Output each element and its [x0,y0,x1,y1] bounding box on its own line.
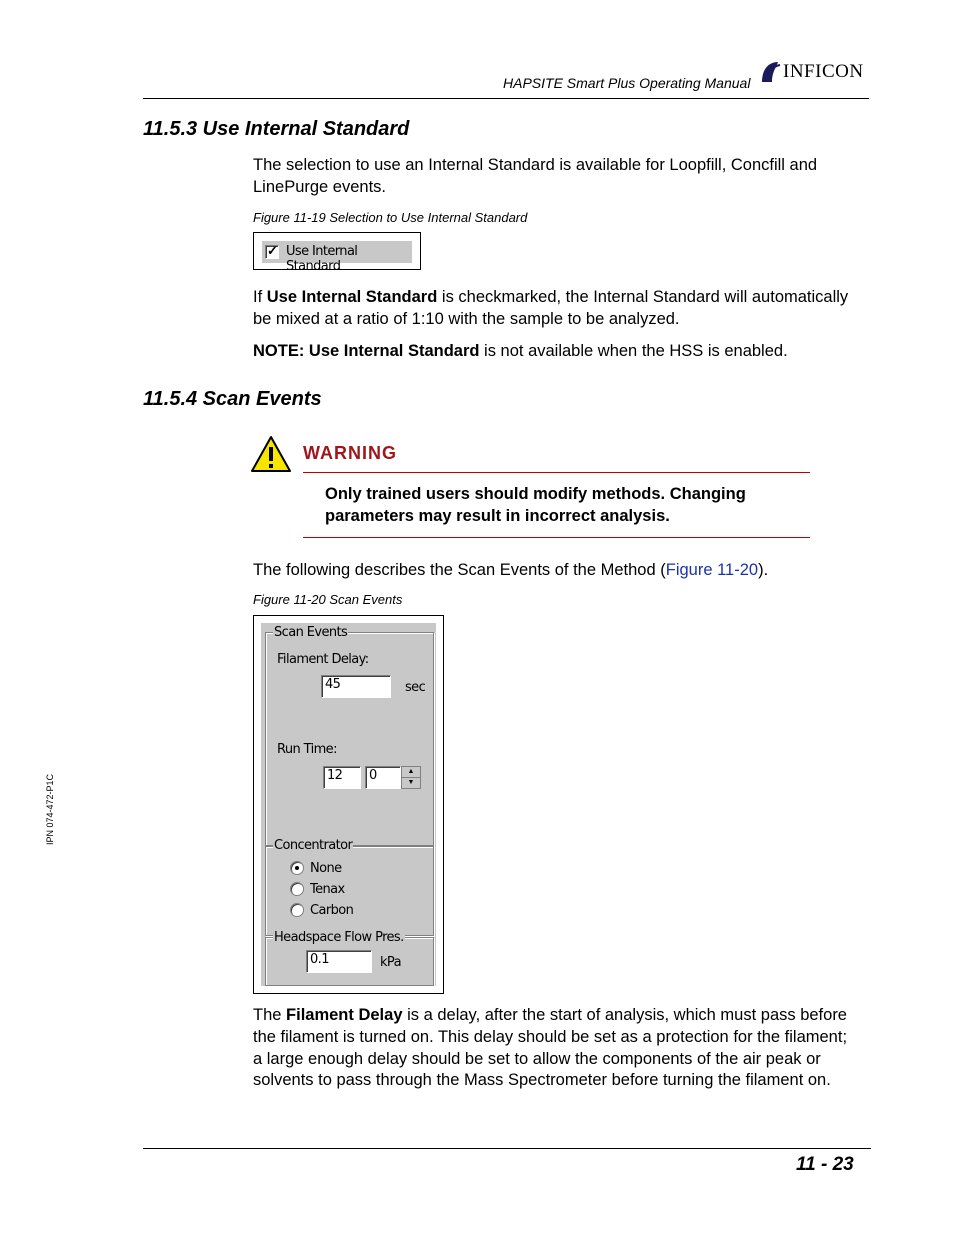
page-number: 11 - 23 [796,1154,854,1175]
scan-events-legend: Scan Events [274,625,348,640]
para-checkmarked-line-2: be mixed at a ratio of 1:10 with the sample to be analyzed. [253,310,680,328]
intro-line-1: The selection to use an Internal Standard is available for Loopfill, Concfill and [253,156,818,174]
warning-title: WARNING [303,443,397,463]
warning-top-rule [303,472,810,473]
footer-rule [143,1148,871,1149]
intro-line-2: LinePurge events. [253,178,387,196]
section-heading-1153: 11.5.3 Use Internal Standard [143,118,410,140]
filament-delay-label: Filament Delay: [277,652,369,667]
filament-delay-para-line-1: The Filament Delay is a delay, after the start of analysis, which must pass before [253,1006,847,1024]
radio-none-label: None [310,861,342,876]
spin-up-icon[interactable]: ▲ [402,767,420,778]
concentrator-legend: Concentrator [274,838,353,853]
note: NOTE: Use Internal Standard is not available when the HSS is enabled. [253,342,788,360]
warning-line-2: parameters may result in incorrect analysis. [325,507,670,525]
warning-line-1: Only trained users should modify methods. Changing [325,485,746,503]
filament-delay-para-line-3: a large enough delay should be set to allow the components of the air peak or [253,1050,821,1068]
filament-delay-input[interactable]: 45 [321,675,391,698]
run-time-seconds-input[interactable]: 0 [365,766,401,789]
figure-caption-11-20: Figure 11-20 Scan Events [253,592,403,607]
spin-down-icon[interactable]: ▼ [407,779,415,786]
filament-delay-para-line-2: the filament is turned on. This delay should be set as a protection for the filament; [253,1028,848,1046]
filament-delay-unit: sec [405,680,426,695]
scan-events-intro: The following describes the Scan Events of the Method (Figure 11-20). [253,561,769,579]
radio-carbon[interactable] [290,903,304,917]
warning-icon [250,435,292,473]
checkbox-label: Use Internal Standard [286,244,358,274]
side-document-code: IPN 074-472-P1C [45,773,55,845]
run-time-label: Run Time: [277,742,337,757]
figure-11-20-link[interactable]: Figure 11-20 [665,561,759,579]
headspace-legend: Headspace Flow Pres. [274,930,404,945]
radio-carbon-label: Carbon [310,903,354,918]
run-time-spinner[interactable] [401,766,421,789]
radio-tenax[interactable] [290,882,304,896]
checkmark-icon: ✓ [267,243,278,258]
radio-tenax-label: Tenax [310,882,345,897]
manual-title: HAPSITE Smart Plus Operating Manual [503,75,751,91]
use-internal-standard-checkbox[interactable] [265,245,279,259]
section-heading-1154: 11.5.4 Scan Events [143,388,322,410]
figure-use-internal-standard [253,232,421,274]
headspace-flow-input[interactable]: 0.1 [306,950,372,973]
logo-text: INFICON [783,61,864,82]
warning-bottom-rule [303,537,810,538]
run-time-minutes-input[interactable]: 12 [323,766,361,789]
header-rule [143,98,869,99]
figure-caption-11-19: Figure 11-19 Selection to Use Internal Standard [253,210,528,225]
para-checkmarked-line-1: If Use Internal Standard is checkmarked, the Internal Standard will automatically [253,288,849,306]
headspace-unit: kPa [380,955,401,970]
filament-delay-para-line-4: solvents to pass through the Mass Spectrometer before turning the filament on. [253,1071,831,1089]
radio-none[interactable] [290,861,304,875]
